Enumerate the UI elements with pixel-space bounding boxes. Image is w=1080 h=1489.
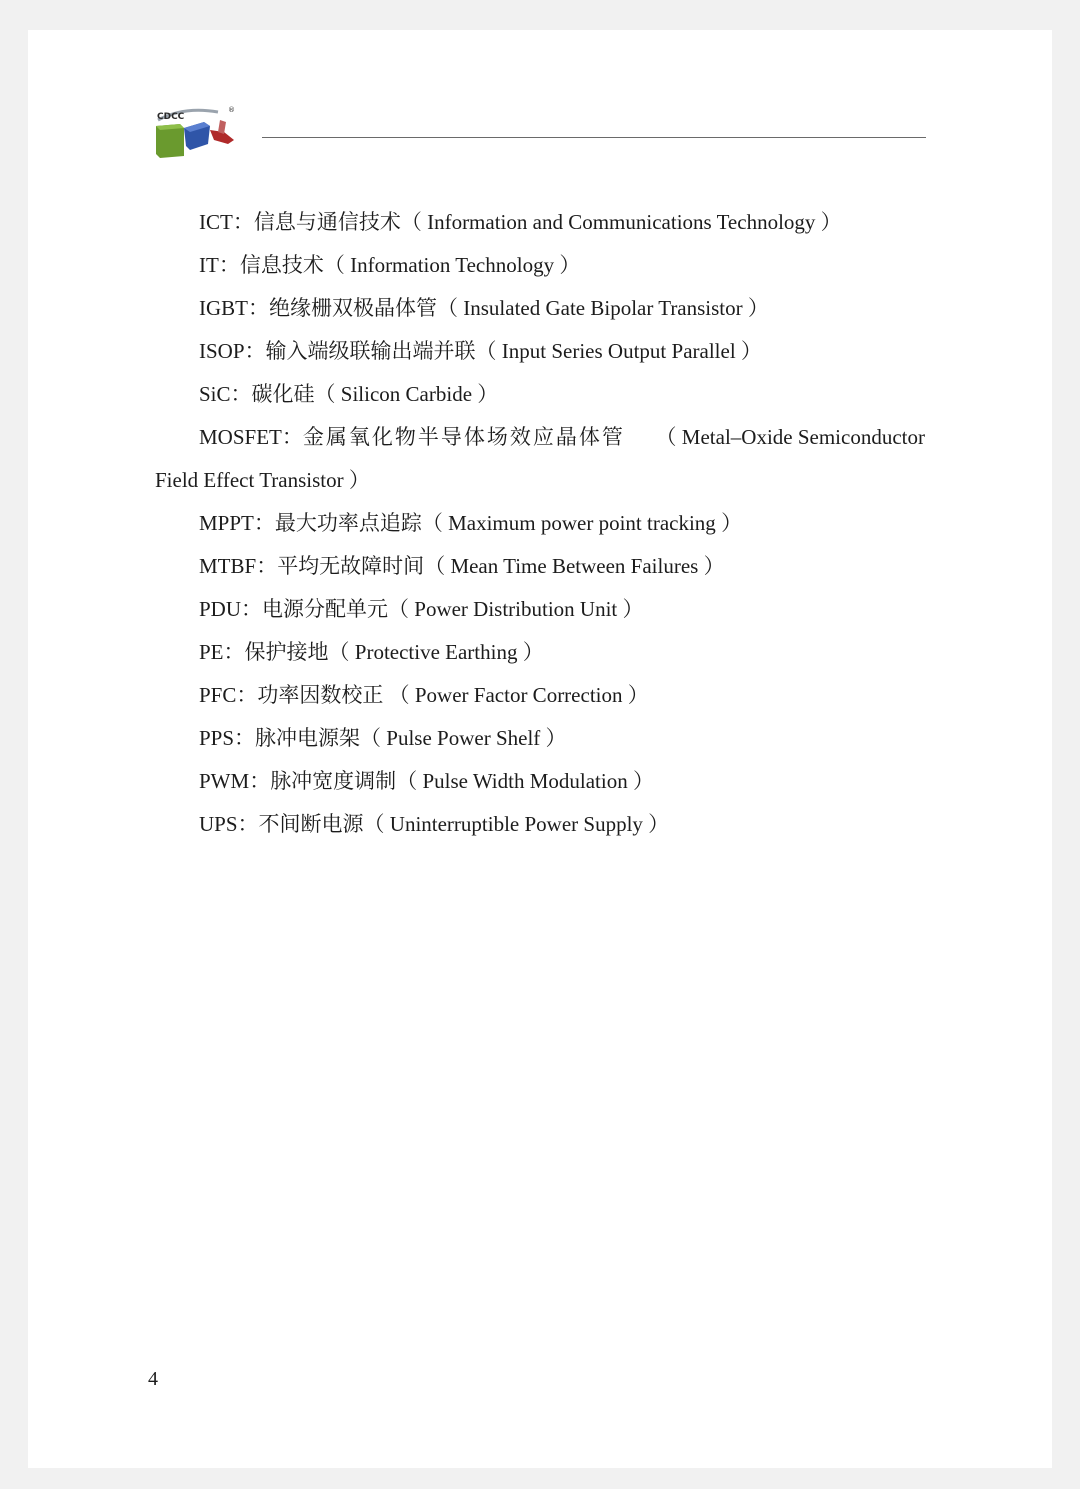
entry-close-paren: ）	[343, 468, 370, 492]
entry-colon: ：	[249, 769, 271, 793]
entry-sic	[199, 379, 498, 409]
entry-en: Information and Communications Technology	[427, 210, 816, 234]
entry-abbr: IT	[199, 253, 219, 277]
entry-abbr: PFC	[199, 683, 237, 707]
entry-open-paren: （	[437, 296, 464, 320]
logo-text: CDCC	[157, 112, 185, 122]
entry-en: Uninterruptible Power Supply	[389, 812, 643, 836]
entry-zh: 脉冲宽度调制	[270, 769, 397, 793]
entry-close-paren: ）	[617, 597, 644, 621]
entry-zh: 不间断电源	[258, 812, 364, 836]
entry-en: Pulse Power Shelf	[386, 726, 541, 750]
entry-open-paren: （	[400, 210, 428, 234]
page-number: 4	[148, 1368, 158, 1390]
mosfet-head	[199, 422, 625, 452]
entry-en: Power Factor Correction	[414, 683, 623, 707]
entry-abbr: ISOP	[199, 339, 245, 363]
entry-open-paren: （	[323, 253, 351, 277]
entry-colon: ：	[256, 554, 278, 578]
entry-close-paren: ）	[472, 382, 499, 406]
entry-close-paren: ）	[627, 769, 654, 793]
entry-zh: 金属氧化物半导体场效应晶体管	[302, 425, 625, 449]
entry-zh: 绝缘栅双极晶体管	[269, 296, 437, 320]
entry-pfc	[199, 680, 649, 710]
entry-colon: ：	[237, 812, 259, 836]
entry-zh: 电源分配单元	[262, 597, 389, 621]
entry-isop	[199, 336, 762, 366]
entry-zh: 最大功率点追踪	[274, 511, 422, 535]
entry-colon: ：	[230, 382, 252, 406]
entry-abbr: MOSFET	[199, 425, 282, 449]
entry-abbr: ICT	[199, 210, 233, 234]
entry-open-paren: （	[388, 683, 415, 707]
entry-open-paren: （	[421, 511, 449, 535]
entry-en-continued: Field Effect Transistor	[155, 468, 344, 492]
entry-open-paren: （	[328, 640, 355, 664]
entry-close-paren: ）	[698, 554, 725, 578]
entry-pwm	[199, 766, 654, 796]
entry-open-paren: （	[388, 597, 415, 621]
entry-zh: 保护接地	[244, 640, 329, 664]
entry-colon: ：	[248, 296, 269, 320]
entry-close-paren: ）	[517, 640, 544, 664]
entry-mtbf	[199, 551, 725, 581]
entry-colon: ：	[234, 726, 256, 750]
entry-abbr: MTBF	[199, 554, 257, 578]
entry-colon: ：	[223, 640, 245, 664]
entry-colon: ：	[253, 511, 275, 535]
registered-mark: ®	[228, 106, 235, 114]
entry-abbr: PE	[199, 640, 224, 664]
entry-igbt	[199, 293, 769, 323]
entry-pdu	[199, 594, 644, 624]
mosfet-tail	[656, 422, 925, 452]
entry-en: Metal–Oxide Semiconductor	[681, 425, 925, 449]
entry-abbr: SiC	[199, 382, 231, 406]
entry-pe	[199, 637, 544, 667]
entry-zh: 输入端级联输出端并联	[265, 339, 476, 363]
entry-close-paren: ）	[815, 210, 842, 234]
entry-abbr: PPS	[199, 726, 235, 750]
entry-mppt	[199, 508, 742, 538]
entry-colon: ：	[218, 253, 240, 277]
entry-en: Insulated Gate Bipolar Transistor	[463, 296, 743, 320]
entry-it	[199, 250, 580, 280]
entry-en: Power Distribution Unit	[414, 597, 618, 621]
entry-en: Maximum power point tracking	[448, 511, 716, 535]
mosfet-line-1	[199, 422, 925, 452]
entry-pps	[199, 723, 567, 753]
header-rule	[262, 137, 926, 138]
entry-zh: 信息技术	[239, 253, 324, 277]
mosfet-line-2	[155, 465, 370, 495]
entry-en: Mean Time Between Failures	[450, 554, 699, 578]
entry-zh: 碳化硅	[251, 382, 315, 406]
document-page	[28, 30, 1052, 1468]
entry-zh: 功率因数校正	[257, 683, 389, 707]
entry-open-paren: （	[655, 425, 682, 449]
entry-open-paren: （	[363, 812, 390, 836]
entry-close-paren: ）	[715, 511, 743, 535]
entry-close-paren: ）	[742, 296, 769, 320]
entry-zh: 脉冲电源架	[255, 726, 361, 750]
entry-abbr: MPPT	[199, 511, 254, 535]
entry-abbr: PWM	[199, 769, 250, 793]
entry-colon: ：	[232, 210, 254, 234]
entry-open-paren: （	[424, 554, 451, 578]
entry-en: Information Technology	[350, 253, 555, 277]
entry-colon: ：	[244, 339, 266, 363]
entry-en: Input Series Output Parallel	[501, 339, 736, 363]
entry-open-paren: （	[314, 382, 341, 406]
entry-ict	[199, 207, 842, 237]
entry-zh: 平均无故障时间	[277, 554, 425, 578]
entry-close-paren: ）	[735, 339, 762, 363]
entry-en: Pulse Width Modulation	[422, 769, 628, 793]
entry-abbr: IGBT	[199, 296, 248, 320]
entry-open-paren: （	[360, 726, 387, 750]
entry-colon: ：	[236, 683, 258, 707]
entry-en: Protective Earthing	[354, 640, 518, 664]
entry-colon: ：	[241, 597, 263, 621]
entry-open-paren: （	[396, 769, 423, 793]
entry-abbr: PDU	[199, 597, 242, 621]
entry-close-paren: ）	[642, 812, 670, 836]
entry-close-paren: ）	[554, 253, 581, 277]
entry-mosfet	[199, 422, 925, 452]
entry-close-paren: ）	[622, 683, 649, 707]
cdcc-logo	[154, 104, 240, 160]
entry-abbr: UPS	[199, 812, 238, 836]
entry-ups	[199, 809, 669, 839]
entry-en: Silicon Carbide	[340, 382, 473, 406]
entry-close-paren: ）	[540, 726, 567, 750]
entry-open-paren: （	[475, 339, 502, 363]
entry-colon: ：	[281, 425, 303, 449]
entry-zh: 信息与通信技术	[253, 210, 401, 234]
